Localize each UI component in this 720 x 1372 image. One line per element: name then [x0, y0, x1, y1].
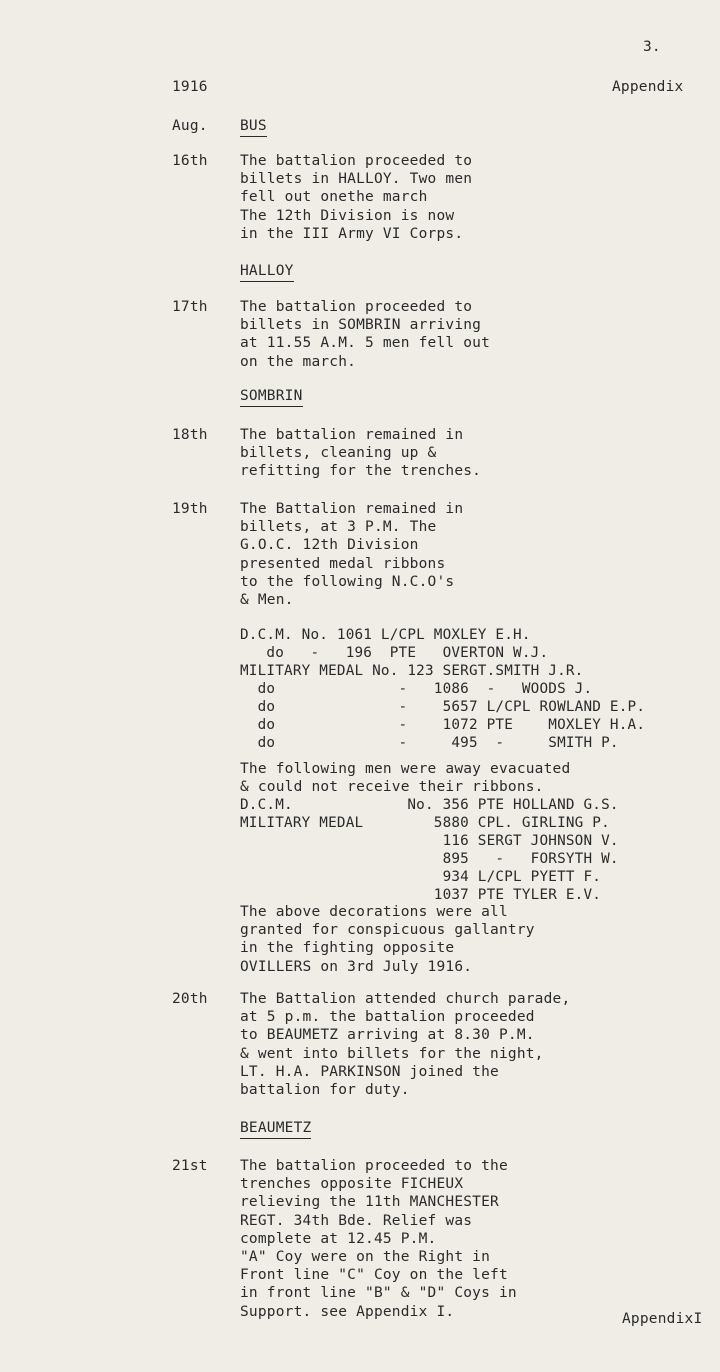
away-line: MILITARY MEDAL 5880 CPL. GIRLING P. — [240, 815, 610, 831]
award-line: do - 196 PTE OVERTON W.J. — [240, 645, 549, 661]
entry-date-20: 20th — [172, 991, 208, 1007]
award-line: do - 1072 PTE MOXLEY H.A. — [240, 717, 646, 733]
entry-date-17: 17th — [172, 299, 208, 315]
page-number: 3. — [643, 39, 661, 55]
entry-text-19: The Battalion remained in billets, at 3 P.M. The G.O.C. 12th Division presented medal ribbons to the following N.C.O's & Men. — [240, 501, 464, 609]
award-line: MILITARY MEDAL No. 123 SERGT.SMITH J.R. — [240, 663, 584, 679]
away-line: 116 SERGT JOHNSON V. — [240, 833, 619, 849]
decorations-note: The above decorations were all granted for conspicuous gallantry in the fighting opposite OVILLERS on 3rd July 1916. — [240, 904, 535, 975]
year: 1916 — [172, 79, 208, 95]
away-line: 1037 PTE TYLER E.V. — [240, 887, 602, 903]
location-halloy: HALLOY — [240, 262, 294, 282]
entry-date-18: 18th — [172, 427, 208, 443]
award-line: D.C.M. No. 1061 L/CPL MOXLEY E.H. — [240, 627, 531, 643]
appendix-reference: AppendixI — [622, 1311, 703, 1327]
entry-text-21: The battalion proceeded to the trenches opposite FICHEUX relieving the 11th MANCHESTER REGT. 34th Bde. Relief was complete at 12.45 P.M. "A" Coy were on the Right in Front line "C" Coy on the left in front line "B" & "D" Coys in Support. see Appendix I. — [240, 1158, 517, 1320]
award-line: do - 5657 L/CPL ROWLAND E.P. — [240, 699, 646, 715]
month: Aug. — [172, 118, 208, 134]
location-sombrin: SOMBRIN — [240, 387, 303, 407]
away-list — [240, 796, 619, 904]
awards-list — [240, 626, 645, 752]
entry-text-20: The Battalion attended church parade, at 5 p.m. the battalion proceeded to BEAUMETZ arriving at 8.30 P.M. & went into billets for the night, LT. H.A. PARKINSON joined the battalion for duty. — [240, 991, 571, 1099]
location-bus: BUS — [240, 117, 267, 137]
entry-date-19: 19th — [172, 501, 208, 517]
award-line: do - 495 - SMITH P. — [240, 735, 619, 751]
entry-date-21: 21st — [172, 1158, 208, 1174]
away-note: The following men were away evacuated & could not receive their ribbons. — [240, 761, 571, 796]
entry-text-18: The battalion remained in billets, cleaning up & refitting for the trenches. — [240, 427, 482, 480]
away-line: 934 L/CPL PYETT F. — [240, 869, 602, 885]
away-line: 895 - FORSYTH W. — [240, 851, 619, 867]
location-beaumetz: BEAUMETZ — [240, 1119, 311, 1139]
entry-text-16: The battalion proceeded to billets in HALLOY. Two men fell out onethe march The 12th Division is now in the III Army VI Corps. — [240, 153, 473, 242]
entry-date-16: 16th — [172, 153, 208, 169]
away-line: D.C.M. No. 356 PTE HOLLAND G.S. — [240, 797, 619, 813]
entry-text-17: The battalion proceeded to billets in SOMBRIN arriving at 11.55 A.M. 5 men fell out on the march. — [240, 299, 491, 370]
award-line: do - 1086 - WOODS J. — [240, 681, 593, 697]
appendix-header: Appendix — [612, 79, 684, 95]
